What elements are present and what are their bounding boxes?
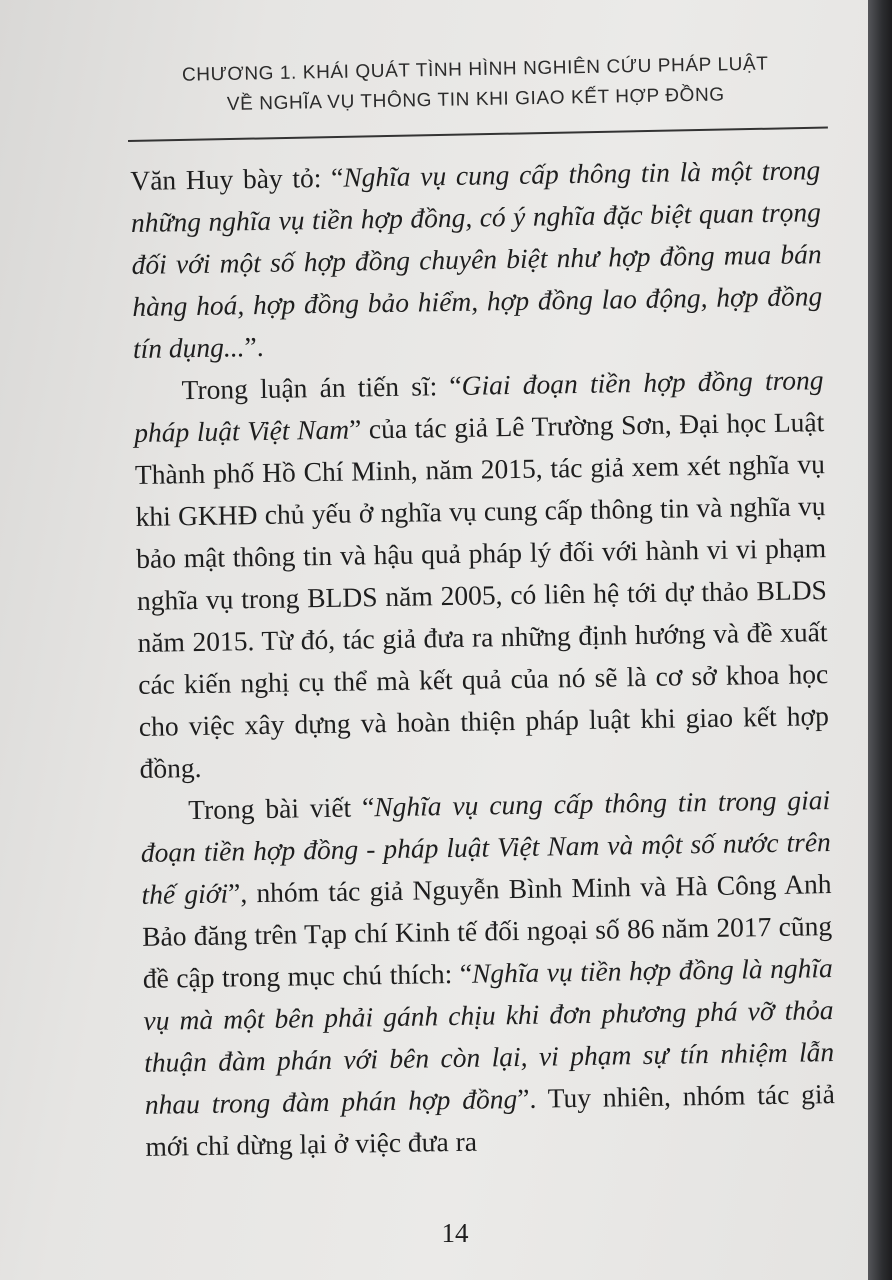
paragraph-1-lead: Văn Huy bày tỏ: “ [130,161,344,196]
header-rule [128,127,828,142]
body-text [130,149,836,1168]
chapter-header-line-2: VỀ NGHĨA VỤ THÔNG TIN KHI GIAO KẾT HỢP ĐỒNG [226,84,725,115]
paragraph-3-tail: ”. Tuy nhiên, nhóm tác giả mới chỉ dừng lại ở việc đưa ra [145,1078,835,1162]
paragraph-3-title: Nghĩa vụ cung cấp thông tin trong giai đoạn tiền hợp đồng - pháp luật Việt Nam và một số nước trên thế giới [140,784,832,910]
page-number: 14 [441,1218,469,1248]
chapter-header [120,48,831,122]
chapter-header-line-1: CHƯƠNG 1. KHÁI QUÁT TÌNH HÌNH NGHIÊN CỨU PHÁP LUẬT [181,53,769,86]
paragraph-2-title: Giai đoạn tiền hợp đồng trong pháp luật Việt Nam [134,364,824,448]
paragraph-1-quote: Nghĩa vụ cung cấp thông tin là một trong những nghĩa vụ tiền hợp đồng, có ý nghĩa đặc biệt quan trọng đối với một số hợp đồng chuyên biệt như hợp đồng mua bán hàng hoá, hợp đồng bảo hiểm, hợp đồng lao động, hợp đồng tín dụng... [130,154,823,364]
paragraph-2-tail: ” của tác giả Lê Trường Sơn, Đại học Luật Thành phố Hồ Chí Minh, năm 2015, tác giả xem xét nghĩa vụ khi GKHĐ chủ yếu ở nghĩa vụ cung cấp thông tin và nghĩa vụ bảo mật thông tin và hậu quả pháp lý đối với hành vi vi phạm nghĩa vụ trong BLDS năm 2005, có liên hệ tới dự thảo BLDS năm 2015. Từ đó, tác giả đưa ra những định hướng và đề xuất các kiến nghị cụ thể mà kết quả của nó sẽ là cơ sở khoa học cho việc xây dựng và hoàn thiện pháp luật khi giao kết hợp đồng. [134,406,830,784]
paragraph-3-lead: Trong bài viết “ [187,791,375,826]
paragraph-1 [130,149,823,370]
paragraph-3-quote: Nghĩa vụ tiền hợp đồng là nghĩa vụ mà một bên phải gánh chịu khi đơn phương phá vỡ thỏa thuận đàm phán với bên còn lại, vi phạm sự tín nhiệm lẫn nhau trong đàm phán hợp đồng [143,952,835,1120]
paragraph-1-tail: ”. [244,330,264,363]
paragraph-3 [140,779,836,1168]
paragraph-3-middle: ”, nhóm tác giả Nguyễn Bình Minh và Hà Công Anh Bảo đăng trên Tạp chí Kinh tế đối ngoại số 86 năm 2017 cũng đề cập trong mục chú thích: “ [141,868,833,994]
paragraph-2-lead: Trong luận án tiến sĩ: “ [181,369,462,406]
page-edge-shadow [868,0,892,1280]
paragraph-2 [133,359,830,790]
